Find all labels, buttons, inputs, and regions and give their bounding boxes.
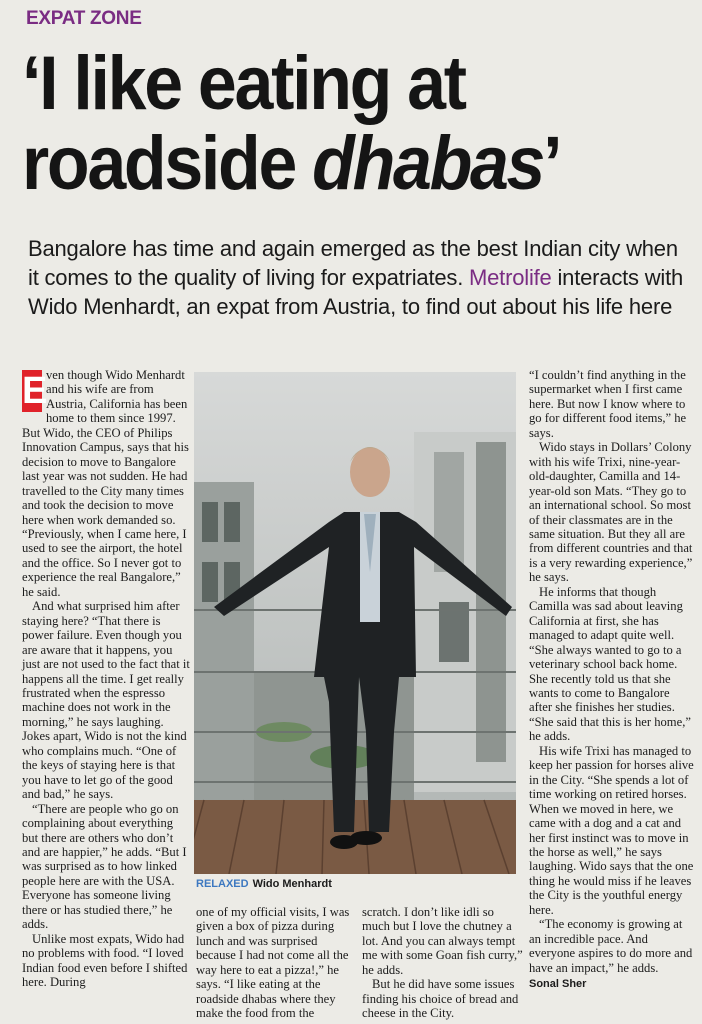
byline: Sonal Sher	[529, 978, 587, 991]
headline-line-1: ‘I like eating at	[22, 41, 465, 126]
brand-name: Metrolife	[469, 265, 552, 290]
paragraph: “There are people who go on complaining about everything but there are others who don’t and are happier,” he adds. “But I was surprised as to how linked people here are with the USA. Everyone has someone living there or has studied there,” he adds.	[22, 801, 187, 932]
drop-cap: E	[22, 370, 48, 412]
paragraph: one of my official visits, I was given a box of pizza during lunch and was surprised because I had not come all the way here to eat a pizza!,” he says. “I like eating at the roadside dhabas where they make the food from the	[196, 905, 350, 1021]
portrait-photo	[194, 372, 516, 874]
photo-caption	[196, 878, 332, 890]
article-column-4	[529, 368, 695, 991]
caption-tag: RELAXED	[196, 878, 249, 890]
paragraph: “I couldn’t find anything in the supermarket when I first came here. But now I know where to go for different food items,” he says.	[529, 368, 687, 440]
caption-name: Wido Menhardt	[252, 878, 332, 890]
section-label: EXPAT ZONE	[26, 8, 142, 29]
headline	[22, 41, 611, 206]
article-column-1	[22, 368, 190, 989]
article-column-2	[196, 905, 359, 1021]
article-column-3	[362, 905, 524, 1021]
paragraph: But he did have some issues finding his choice of bread and cheese in the City.	[362, 977, 519, 1021]
paragraph: Wido stays in Dollars’ Colony with his wife Trixi, nine-year-old-daughter, Camilla and 14-year-old son Mats. “They go to an international school. So most of their classmates are in the same situation. But they all are from different countries and that is a very rewarding experience,” he says.	[529, 440, 693, 585]
paragraph: He informs that though Camilla was sad about leaving California at first, she has managed to adapt quite well. “She always wanted to go to a veterinary school back home. She recently told us that she wants to come to Bangalore after she finishes her studies. “She said that this is her home,” he adds.	[529, 584, 691, 744]
paragraph: His wife Trixi has managed to keep her passion for horses alive in the City. “She spends a lot of time working on retired horses. When we moved in here, we came with a dog and a cat and her first instinct was to move in the horse as well,” he says laughing. Wido says that the one thing he would miss if he leaves the City is the youthful energy here.	[529, 743, 694, 917]
paragraph: scratch. I don’t like idli so much but I love the chutney a lot. And you can always tempt me with some Goan fish curry,” he adds.	[362, 905, 523, 977]
headline-line-2: roadside dhabas’	[22, 121, 561, 206]
paragraph: Unlike most expats, Wido had no problems with food. “I loved Indian food even before I shifted here. During	[22, 931, 188, 990]
paragraph: “The economy is growing at an incredible pace. And everyone aspires to do more and have an impact,” he adds.	[529, 917, 693, 975]
paragraph: E ven though Wido Menhardt and his wife are from Austria, California has been home to them since 1997. But Wido, the CEO of Philips Innovation Campus, says that his decision to move to Bangalore last year was not sudden. He had travelled to the City many times and took the decision to move here when work demanded so. “Previously, when I came here, I used to see the airport, the hotel and the office. So I never got to experience the real Bangalore,” he said.	[22, 368, 189, 599]
paragraph: And what surprised him after staying here? “That there is power failure. Even though you are aware that it happens, you just are not used to the fact that it happens all the time. I get really frustrated when the espresso machine does not work in the morning,” he says laughing. Jokes apart, Wido is not the kind who complains much. “One of the keys of staying here is that you have to let go of the good and bad,” he says.	[22, 599, 190, 802]
standfirst: Bangalore has time and again emerged as the best Indian city when it comes to the quality of living for expatriates. Metrolife interacts with Wido Menhardt, an expat from Austria, to find out about his life here	[28, 236, 684, 319]
